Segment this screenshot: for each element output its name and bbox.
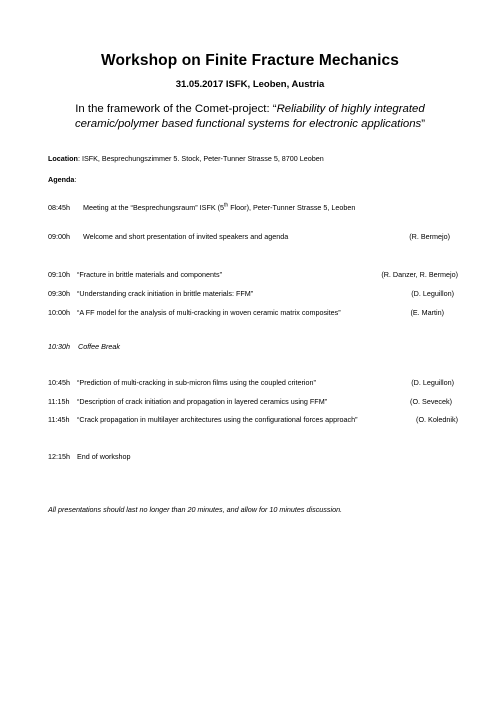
page-subtitle: 31.05.2017 ISFK, Leoben, Austria [175,79,325,90]
agenda-text: “Description of crack initiation and propagation in layered ceramics using FFM” [77,397,328,406]
agenda-time: 11:45h [48,415,70,424]
agenda-text: Coffee Break [78,342,120,351]
agenda-text-part: Meeting at the “Besprechungsraum” ISFK (5 [83,203,225,212]
agenda-text: End of workshop [77,452,131,461]
location-value: : ISFK, Besprechungszimmer 5. Stock, Peter-Tunner Strasse 5, 8700 Leoben [77,154,324,163]
location-line [48,154,458,163]
agenda-time: 09:10h [48,270,70,279]
page-title: Workshop on Finite Fracture Mechanics [101,52,399,69]
project-title: Reliability of highly integrated ceramic/polymer based functional systems for electronic applications [74,103,425,130]
agenda-time: 08:45h [48,203,70,212]
agenda-time: 09:00h [48,232,70,241]
agenda-text: “A FF model for the analysis of multi-cracking in woven ceramic matrix composites” [77,308,341,317]
agenda-text: “Understanding crack initiation in brittle materials: FFM” [77,289,254,298]
presentation-note: All presentations should last no longer than 20 minutes, and allow for 10 minutes discussion. [48,505,343,514]
agenda-text-part: Floor), Peter-Tunner Strasse 5, Leoben [228,203,356,212]
agenda-text: “Fracture in brittle materials and components” [77,270,223,279]
agenda-time: 09:30h [48,289,70,298]
agenda-time: 10:30h [48,342,70,351]
framework-prefix: In the framework of the Comet-project: “ [75,103,277,115]
agenda-colon: : [74,175,77,184]
agenda-text: “Crack propagation in multilayer architectures using the configurational forces approach” [77,415,358,424]
location-label: Location [48,154,78,163]
agenda-time: 12:15h [48,452,70,461]
agenda-text: Welcome and short presentation of invited speakers and agenda [83,232,289,241]
framework-suffix: ” [421,117,426,130]
agenda-time: 11:15h [48,397,70,406]
superscript: th [224,202,229,209]
agenda-time: 10:00h [48,308,70,317]
agenda-label: Agenda [48,175,75,184]
agenda-text [83,203,355,212]
agenda-heading [48,175,458,184]
agenda-speaker: (O. Kolednik) [416,415,458,424]
agenda-speaker: (D. Leguillon) [411,289,454,298]
agenda-speaker: (D. Leguillon) [411,378,454,387]
framework-statement [40,102,460,131]
agenda-time: 10:45h [48,378,70,387]
agenda-speaker: (E. Martin) [410,308,444,317]
agenda-speaker: (O. Sevecek) [410,397,452,406]
agenda-speaker: (R. Danzer, R. Bermejo) [381,270,458,279]
agenda-text: “Prediction of multi-cracking in sub-micron films using the coupled criterion” [77,378,316,387]
agenda-speaker: (R. Bermejo) [409,232,450,241]
